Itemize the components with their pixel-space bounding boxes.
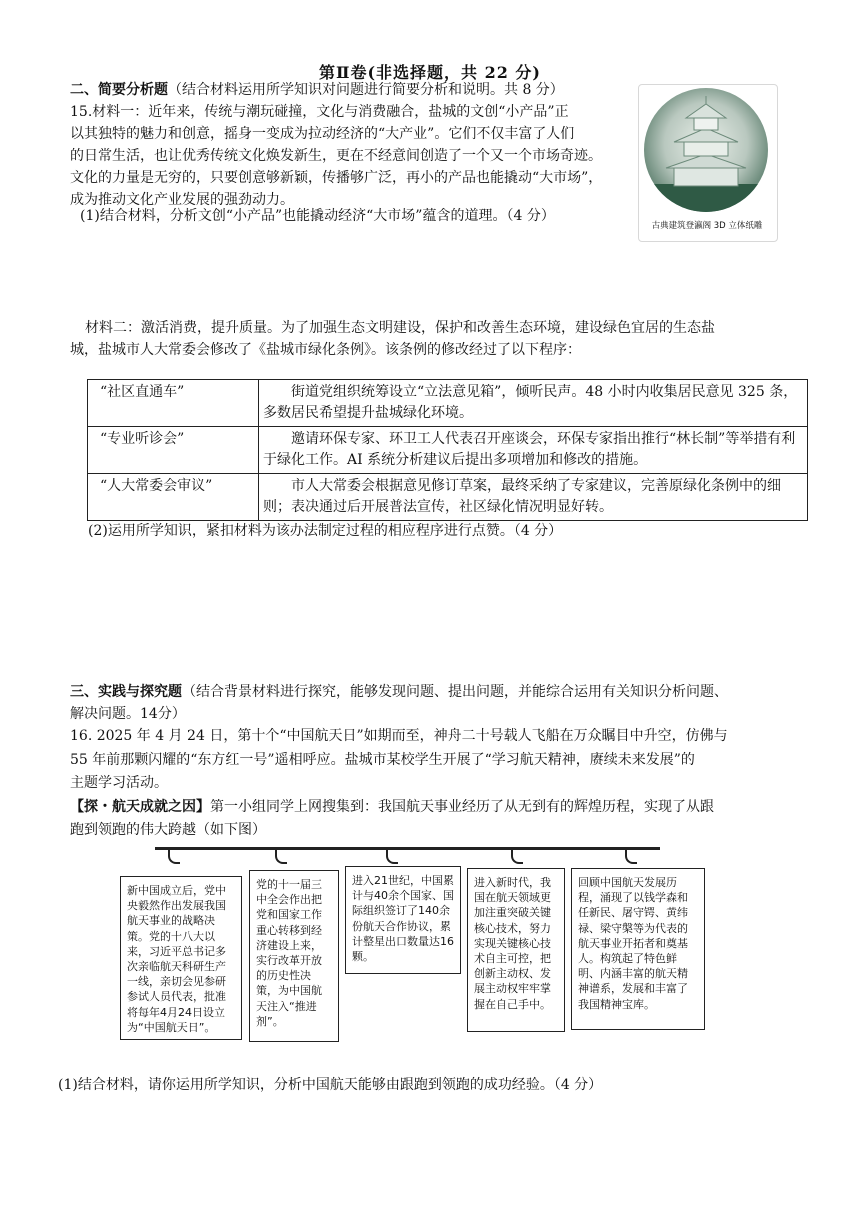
q15-sub2: (2)运用所学知识，紧扣材料为该办法制定过程的相应程序进行点赞。（4 分） <box>88 523 563 539</box>
part3-heading-line <box>70 682 728 703</box>
q15-line-2: 以其独特的魅力和创意，摇身一变成为拉动经济的“大产业”。它们不仅丰富了人们 <box>70 126 575 142</box>
timeline-connector <box>386 848 398 864</box>
material2-line-1: 材料二：激活消费，提升质量。为了加强生态文明建设，保护和改善生态环境，建设绿色宜居的生态盐 <box>85 320 715 336</box>
q15-line-4: 文化的力量是无穷的，只要创意够新颖，传播够广泛，再小的产品也能撬动“大市场”， <box>70 170 603 186</box>
table-row <box>88 427 808 474</box>
table-step: “专业听诊会” <box>88 427 259 474</box>
table-desc: 市人大常委会根据意见修订草案，最终采纳了专家建议，完善原绿化条例中的细则；表决通过后开展普法宣传，社区绿化情况明显好转。 <box>259 474 808 521</box>
timeline-box: 进入新时代，我国在航天领域更加注重突破关键核心技术，努力实现关键核心技术自主可控，把创新主动权、发展主动权牢牢掌握在自己手中。 <box>467 868 565 1032</box>
part3-instruction-2: 解决问题。14分） <box>70 706 186 722</box>
part2-heading-line <box>70 80 564 101</box>
q16-sub1: (1)结合材料，请你运用所学知识，分析中国航天能够由跟跑到领跑的成功经验。（4 分） <box>58 1077 603 1093</box>
procedure-table <box>87 379 808 521</box>
timeline-axis <box>155 847 660 850</box>
timeline-box: 回顾中国航天发展历程，涌现了以钱学森和任新民、屠守锷、黄纬禄、梁守槃等为代表的航天事业开拓者和奠基人。构筑起了特色鲜明、内涵丰富的航天精神谱系，发展和丰富了我国精神宝库。 <box>571 868 705 1030</box>
timeline-box: 党的十一届三中全会作出把党和国家工作重心转移到经济建设上来，实行改革开放的历史性决策，为中国航天注入“推进剂”。 <box>249 870 339 1042</box>
part3-heading: 三、实践与探究题 <box>70 684 182 700</box>
section-title: 第Ⅱ卷(非选择题，共 22 分) <box>318 63 542 82</box>
table-step: “人大常委会审议” <box>88 474 259 521</box>
table-desc: 邀请环保专家、环卫工人代表召开座谈会，环保专家指出推行“林长制”等举措有利于绿化工作。AI 系统分析建议后提出多项增加和修改的措施。 <box>259 427 808 474</box>
q15-line-1: 15.材料一：近年来，传统与潮玩碰撞，文化与消费融合，盐城的文创“小产品”正 <box>70 104 569 120</box>
q16-line-1: 16. 2025 年 4 月 24 日，第十个“中国航天日”如期而至，神舟二十号载人飞船在万众瞩目中升空，仿佛与 <box>70 728 728 744</box>
table-row <box>88 380 808 427</box>
paper-sculpture-photo <box>644 88 768 212</box>
q16-line-2: 55 年前那颗闪耀的“东方红一号”遥相呼应。盐城市某校学生开展了“学习航天精神，赓续未来发展”的 <box>70 752 695 768</box>
q15-line-5: 成为推动文化产业发展的强劲动力。 <box>70 192 294 208</box>
timeline-box: 新中国成立后，党中央毅然作出发展我国航天事业的战略决策。党的十八大以来，习近平总书记多次亲临航天科研生产一线，亲切会见参研参试人员代表，批准将每年4月24日设立为“中国航天日”。 <box>120 876 242 1040</box>
timeline-connector <box>168 848 180 864</box>
explore-text: 第一小组同学上网搜集到：我国航天事业经历了从无到有的辉煌历程，实现了从跟 <box>210 799 714 815</box>
part3-instruction: （结合背景材料进行探究，能够发现问题、提出问题，并能综合运用有关知识分析问题、 <box>182 684 728 700</box>
q15-sub1: (1)结合材料，分析文创“小产品”也能撬动经济“大市场”蕴含的道理。（4 分） <box>80 208 555 224</box>
part2-heading: 二、简要分析题 <box>70 82 168 98</box>
pavilion-illustration <box>644 88 768 212</box>
q16-line-3: 主题学习活动。 <box>70 775 168 791</box>
explore-label: 【探・航天成就之因】 <box>70 799 210 815</box>
timeline-connector <box>625 848 637 864</box>
explore-line-2: 跑到领跑的伟大跨越（如下图） <box>70 822 266 838</box>
q15-line-3: 的日常生活，也让优秀传统文化焕发新生，更在不经意间创造了一个又一个市场奇迹。 <box>70 148 602 164</box>
timeline-connector <box>275 848 287 864</box>
table-desc: 街道党组织统筹设立“立法意见箱”，倾听民声。48 小时内收集居民意见 325 条，多数居民希望提升盐城绿化环境。 <box>259 380 808 427</box>
table-row <box>88 474 808 521</box>
table-step: “社区直通车” <box>88 380 259 427</box>
part2-instruction: （结合材料运用所学知识对问题进行简要分析和说明。共 8 分） <box>168 82 564 98</box>
timeline-connector <box>511 848 523 864</box>
photo-caption: 古典建筑登瀛阁 3D 立体纸雕 <box>651 221 763 231</box>
explore-line-1 <box>70 797 714 818</box>
timeline-box: 进入21世纪，中国累计与40余个国家、国际组织签订了140余份航天合作协议，累计整星出口数量达16颗。 <box>345 866 461 974</box>
material2-line-2: 城，盐城市人大常委会修改了《盐城市绿化条例》。该条例的修改经过了以下程序： <box>70 342 581 358</box>
